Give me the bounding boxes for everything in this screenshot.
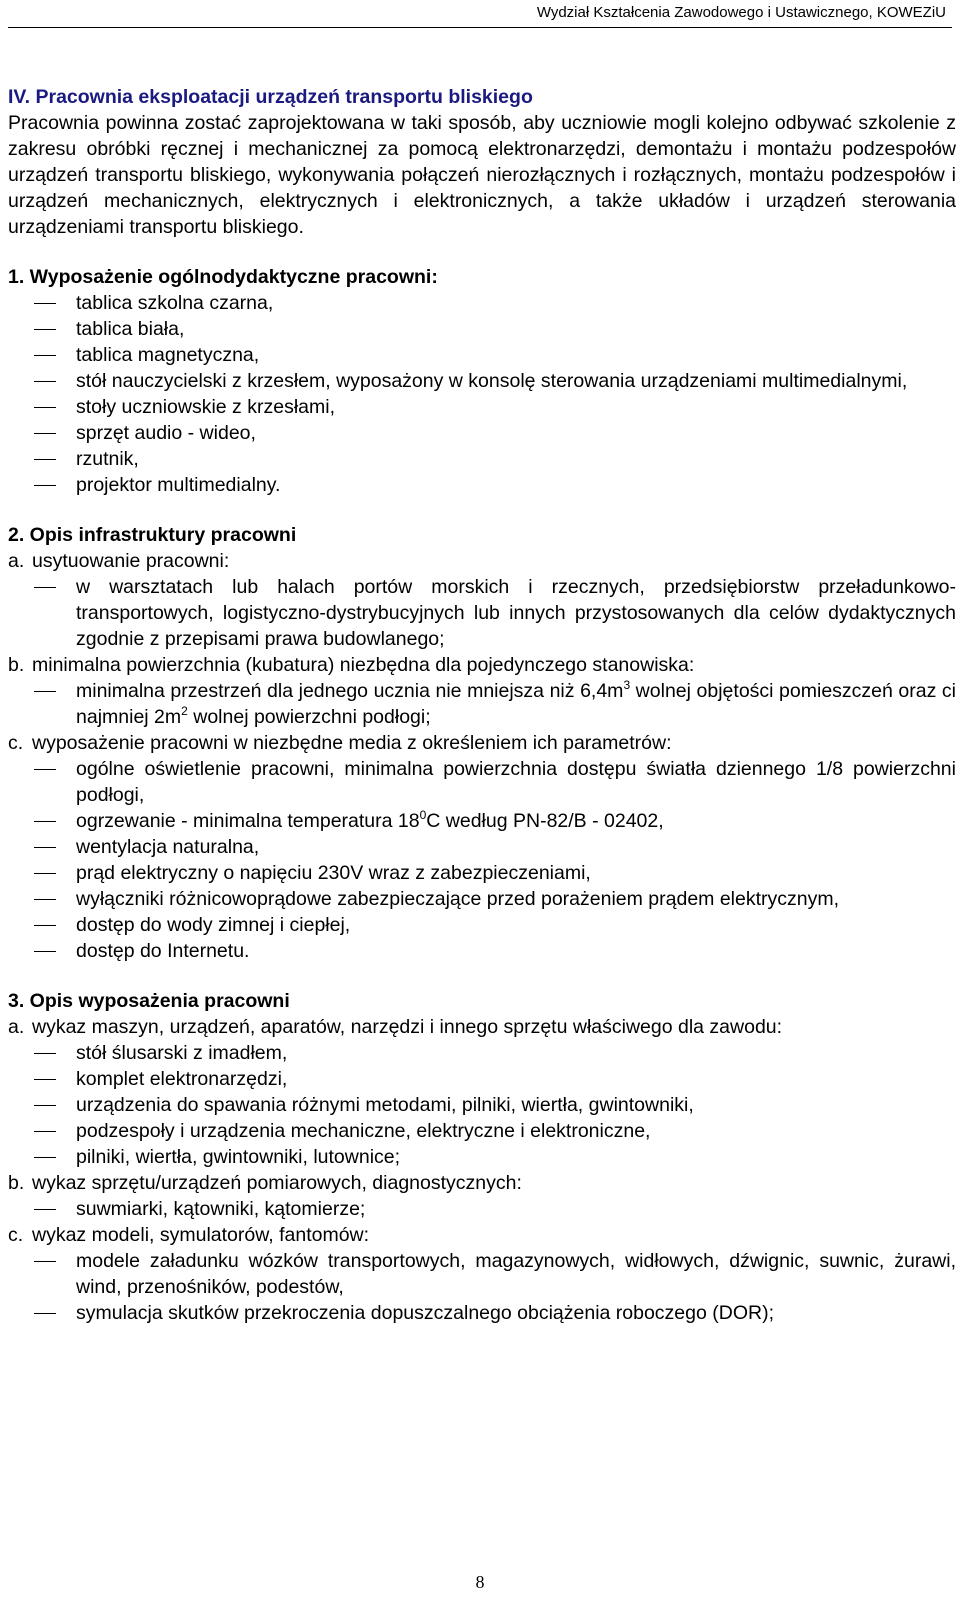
list-item: tablica biała, [8, 316, 956, 342]
subsection-label: wykaz modeli, symulatorów, fantomów: [32, 1224, 370, 1246]
subsection-letter: b. [8, 1172, 25, 1194]
list-item: komplet elektronarzędzi, [8, 1066, 956, 1092]
header-divider [8, 27, 952, 28]
list-item: stół ślusarski z imadłem, [8, 1040, 956, 1066]
machines-list [8, 1040, 956, 1170]
list-item: ogólne oświetlenie pracowni, minimalna powierzchnia dostępu światła dziennego 1/8 powierzchni podłogi, [8, 756, 956, 808]
media-list [8, 756, 956, 964]
list-item: modele załadunku wózków transportowych, magazynowych, widłowych, dźwignic, suwnic, żurawi, wind, przenośników, podestów, [8, 1248, 956, 1300]
subsection-2b [8, 652, 956, 678]
list-item: stół nauczycielski z krzesłem, wyposażony w konsolę sterowania urządzeniami multimedialnymi, [8, 368, 956, 394]
measuring-list [8, 1196, 956, 1222]
subsection-3c [8, 1222, 956, 1248]
running-header: Wydział Kształcenia Zawodowego i Ustawicznego, KOWEZiU [536, 4, 946, 21]
subsection-2a [8, 548, 956, 574]
list-item: suwmiarki, kątowniki, kątomierze; [8, 1196, 956, 1222]
list-item: dostęp do wody zimnej i ciepłej, [8, 912, 956, 938]
equipment-list [8, 290, 956, 498]
list-item: tablica magnetyczna, [8, 342, 956, 368]
list-item: ogrzewanie - minimalna temperatura $18^0C$ według PN-82/B - 02402, [8, 808, 956, 834]
subsection-letter: c. [8, 732, 24, 754]
list-item: rzutnik, [8, 446, 956, 472]
list-item: sprzęt audio - wideo, [8, 420, 956, 446]
location-list [8, 574, 956, 652]
list-item: prąd elektryczny o napięciu 230V wraz z zabezpieczeniami, [8, 860, 956, 886]
subsection-letter: b. [8, 654, 25, 676]
page-number: 8 [475, 1572, 485, 1592]
list-item: wyłączniki różnicowoprądowe zabezpieczające przed porażeniem prądem elektrycznym, [8, 886, 956, 912]
list-item: tablica szkolna czarna, [8, 290, 956, 316]
area-list [8, 678, 956, 730]
list-item: urządzenia do spawania różnymi metodami, pilniki, wiertła, gwintowniki, [8, 1092, 956, 1118]
list-item: symulacja skutków przekroczenia dopuszczalnego obciążenia roboczego (DOR); [8, 1300, 956, 1326]
subsection-letter: c. [8, 1224, 24, 1246]
intro-paragraph: Pracownia powinna zostać zaprojektowana w taki sposób, aby uczniowie mogli kolejno odbywać szkolenie z zakresu obróbki ręcznej i mechanicznej za pomocą elektronarzędzi, demontażu i montażu podzespołów urządzeń transportu bliskiego, wykonywania połączeń nierozłącznych i rozłącznych, montażu podzespołów i urządzeń mechanicznych, elektrycznych i elektronicznych, a także układów i urządzeń sterowania urządzeniami transportu bliskiego. [8, 112, 956, 238]
subsection-label: wykaz maszyn, urządzeń, aparatów, narzędzi i innego sprzętu właściwego dla zawodu: [32, 1016, 783, 1038]
subsection-label: minimalna powierzchnia (kubatura) niezbędna dla pojedynczego stanowiska: [32, 654, 695, 676]
list-item: pilniki, wiertła, gwintowniki, lutownice; [8, 1144, 956, 1170]
section-3-heading: 3. Opis wyposażenia pracowni [8, 990, 290, 1012]
subsection-label: wykaz sprzętu/urządzeń pomiarowych, diagnostycznych: [32, 1172, 522, 1194]
subsection-label: usytuowanie pracowni: [32, 550, 230, 572]
document-body [8, 84, 956, 1326]
section-2-heading: 2. Opis infrastruktury pracowni [8, 524, 297, 546]
section-title: IV. Pracownia eksploatacji urządzeń transportu bliskiego [8, 86, 533, 108]
list-item: minimalna przestrzeń dla jednego ucznia nie mniejsza niż $6,4m^3$ wolnej objętości pomieszczeń oraz ci najmniej $2m^2$ wolnej powierzchni podłogi; [8, 678, 956, 730]
list-item: podzespoły i urządzenia mechaniczne, elektryczne i elektroniczne, [8, 1118, 956, 1144]
section-1-heading: 1. Wyposażenie ogólnodydaktyczne pracowni: [8, 266, 438, 288]
subsection-2c [8, 730, 956, 756]
subsection-label: wyposażenie pracowni w niezbędne media z określeniem ich parametrów: [32, 732, 672, 754]
list-item: wentylacja naturalna, [8, 834, 956, 860]
subsection-letter: a. [8, 550, 25, 572]
subsection-3a [8, 1014, 956, 1040]
list-item: dostęp do Internetu. [8, 938, 956, 964]
list-item: w warsztatach lub halach portów morskich i rzecznych, przedsiębiorstw przeładunkowo-transportowych, logistyczno-dystrybucyjnych lub innych przystosowanych dla celów dydaktycznych zgodnie z przepisami prawa budowlanego; [8, 574, 956, 652]
list-item: projektor multimedialny. [8, 472, 956, 498]
subsection-letter: a. [8, 1016, 25, 1038]
subsection-3b [8, 1170, 956, 1196]
list-item: stoły uczniowskie z krzesłami, [8, 394, 956, 420]
models-list [8, 1248, 956, 1326]
